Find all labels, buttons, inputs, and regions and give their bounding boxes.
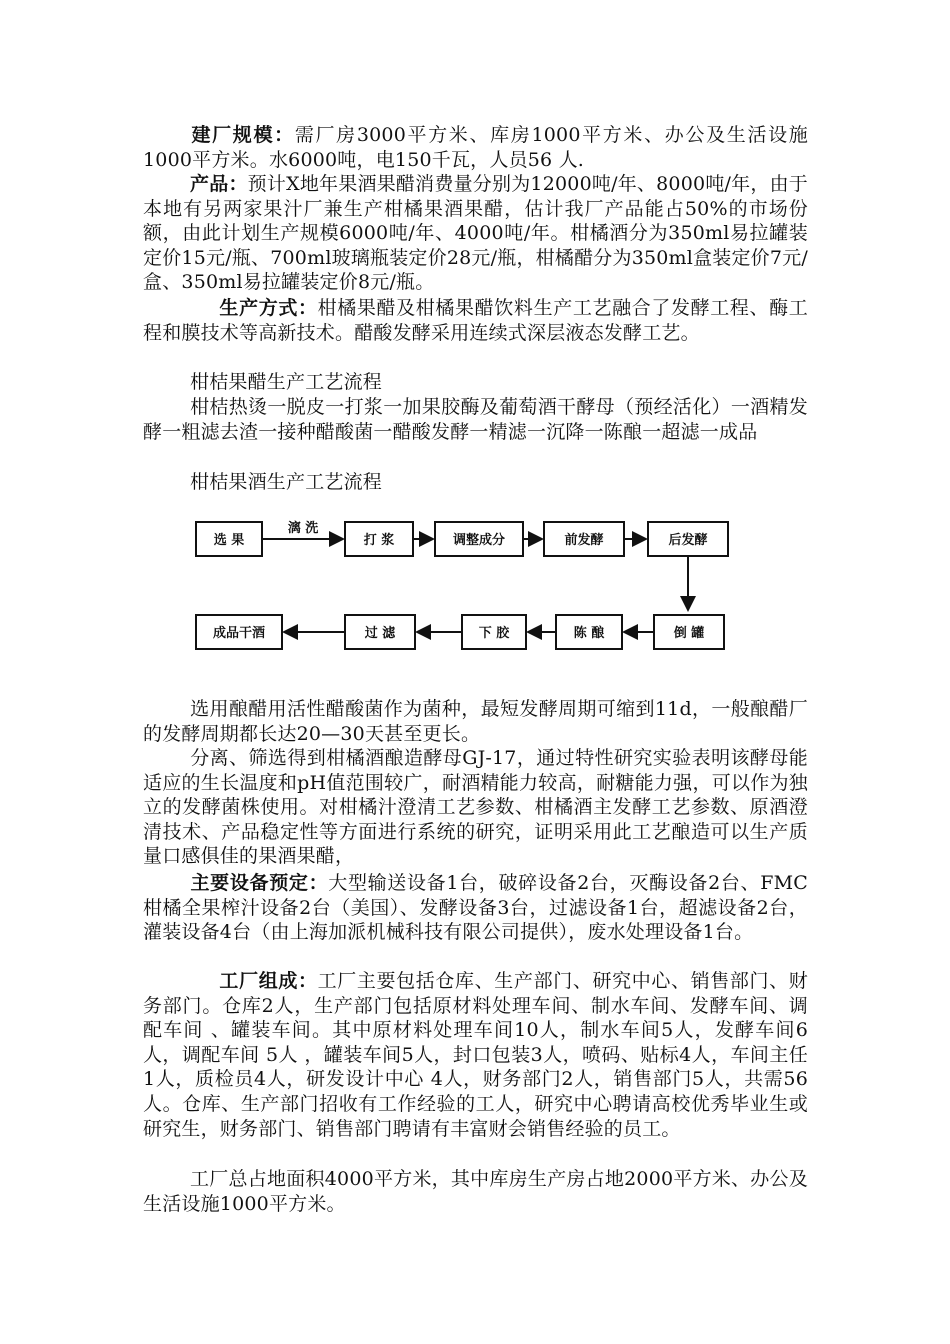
- svg-text:陈 酿: 陈 酿: [573, 626, 605, 641]
- text-production-method: 柑橘果醋及柑橘果醋饮料生产工艺融合了发酵工程、酶工程和膜技术等高新技术。醋酸发酵采用连续式深层液态发酵工艺。: [143, 297, 808, 344]
- paragraph-production-method: [143, 296, 808, 345]
- text-plant-scale: 需厂房3000平方米、库房1000平方米、办公及生活设施1000平方米。水6000吨，电150千瓦，人员56 人.: [143, 124, 808, 171]
- flow-box-aging: [556, 615, 622, 649]
- heading-wine-process: [143, 470, 808, 495]
- label-main-equipment: 主要设备预定：: [190, 872, 329, 894]
- svg-text:前发酵: 前发酵: [564, 533, 604, 548]
- heading-vinegar-process: [143, 370, 808, 395]
- text-vinegar-process: 柑桔热烫一脱皮一打浆一加果胶酶及葡萄酒干酵母（预经活化）一酒精发酵一粗滤去渣一接种醋酸菌一醋酸发酵一精滤一沉降一陈酿一超滤一成品: [143, 396, 808, 443]
- text-yeast-research: 分离、筛选得到柑橘酒酿造酵母GJ-17，通过特性研究实验表明该酵母能适应的生长温度和pH值范围较广，耐酒精能力较高，耐糖能力强，可以作为独立的发酵菌株使用。对柑橘汁澄清工艺参数、柑橘酒主发酵工艺参数、原酒澄清技术、产品稳定性等方面进行系统的研究，证明采用此工艺酿造可以生产质量口感俱佳的果酒果醋，: [143, 747, 808, 868]
- label-production-method: 生产方式：: [219, 297, 318, 319]
- paragraph-plant-scale: [143, 123, 808, 172]
- text-main-equipment: 大型输送设备1台，破碎设备2台，灭酶设备2台、FMC柑橘全果榨汁设备2台（美国）、发酵设备3台，过滤设备1台，超滤设备2台，灌装设备4台（由上海加派机械科技有限公司提供），废水处理设备1台。: [143, 872, 808, 944]
- label-plant-scale: 建厂规模：: [190, 124, 295, 146]
- svg-text:倒 罐: 倒 罐: [673, 626, 705, 641]
- text-factory-composition: 工厂主要包括仓库、生产部门、研究中心、销售部门、财务部门。仓库2人，生产部门包括原材料处理车间、制水车间、发酵车间、调配车间 、罐装车间。其中原材料处理车间10人，制水车间5人，发酵车间6人，调配车间 5人 ，罐装车间5人，封口包装3人，喷码、贴标4人，车间主任1人，质检员4人，研发设计中心 4人，财务部门2人，销售部门5人，共需56人。仓库、生产部门招收有工作经验的工人，研究中心聘请高校优秀毕业生或研究生，财务部门、销售部门聘请有丰富财会销售经验的员工。: [143, 970, 808, 1140]
- flow-label-wash: 漓 洗: [287, 521, 319, 536]
- flow-box-finished-dry-wine: [196, 615, 282, 649]
- flow-box-filter: [345, 615, 415, 649]
- paragraph-products: [143, 172, 808, 295]
- flow-box-select-fruit: [196, 522, 262, 556]
- paragraph-factory-composition: [143, 969, 808, 1141]
- text-vinegar-process-heading: 柑桔果醋生产工艺流程: [190, 371, 383, 393]
- svg-text:选 果: 选 果: [213, 533, 245, 548]
- label-factory-composition: 工厂组成：: [219, 970, 318, 992]
- paragraph-main-equipment: [143, 871, 808, 945]
- flow-box-adjust-composition: [435, 522, 523, 556]
- svg-text:过 滤: 过 滤: [364, 626, 396, 641]
- flow-box-primary-fermentation: [544, 522, 624, 556]
- text-products: 预计X地年果酒果醋消费量分别为12000吨/年、8000吨/年，由于本地有另两家果汁厂兼生产柑橘果酒果醋，估计我厂产品能占50%的市场份额，由此计划生产规模6000吨/年、4000吨/年。柑橘酒分为350ml易拉罐装定价15元/瓶、700ml玻璃瓶装定价28元/瓶，柑橘醋分为350ml盒装定价7元/盒、350ml易拉罐装定价8元/瓶。: [143, 173, 808, 294]
- flow-box-secondary-fermentation: [648, 522, 728, 556]
- svg-text:后发酵: 后发酵: [668, 533, 708, 548]
- svg-text:打 浆: 打 浆: [363, 533, 395, 548]
- flow-box-fining: [462, 615, 526, 649]
- svg-text:调整成分: 调整成分: [452, 533, 506, 548]
- svg-text:下 胶: 下 胶: [478, 626, 510, 641]
- paragraph-acetic-bacteria: [143, 697, 808, 746]
- wine-process-flow-diagram: [190, 512, 750, 662]
- text-total-area: 工厂总占地面积4000平方米，其中库房生产房占地2000平方米、办公及生活设施1000平方米。: [143, 1168, 808, 1215]
- text-acetic-bacteria: 选用酿醋用活性醋酸菌作为菌种，最短发酵周期可缩到11d，一般酿醋厂的发酵周期都长达20—30天甚至更长。: [143, 698, 808, 745]
- paragraph-yeast-research: [143, 746, 808, 869]
- paragraph-vinegar-process: [143, 395, 808, 444]
- svg-text:成品干酒: 成品干酒: [212, 626, 266, 641]
- paragraph-total-area: [143, 1167, 808, 1216]
- label-products: 产品：: [190, 173, 248, 195]
- flow-box-pulping: [345, 522, 413, 556]
- text-wine-process-heading: 柑桔果酒生产工艺流程: [190, 471, 383, 493]
- flow-box-racking: [654, 615, 724, 649]
